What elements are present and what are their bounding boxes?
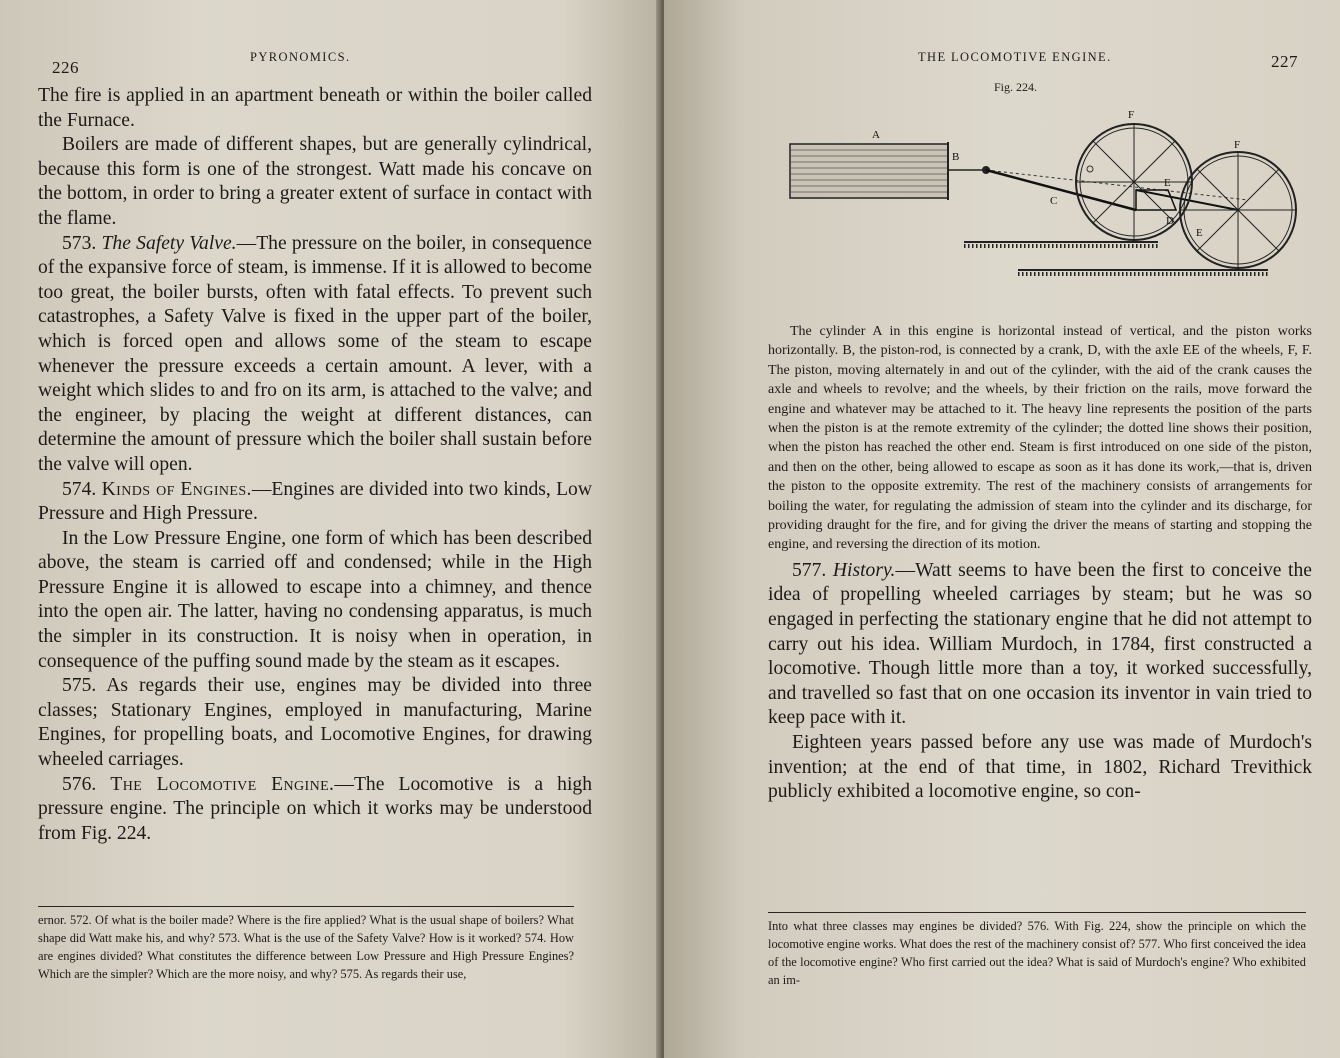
locomotive-diagram bbox=[768, 92, 1308, 312]
paragraph-576 bbox=[38, 773, 592, 847]
page-number: 226 bbox=[52, 58, 79, 77]
paragraph-574 bbox=[38, 478, 592, 527]
label-f2: F bbox=[1234, 139, 1241, 151]
paragraph: The fire is applied in an apartment beneath or within the boiler called the Furnace. bbox=[38, 85, 592, 131]
wheel-rear bbox=[1180, 152, 1296, 268]
left-page bbox=[0, 0, 662, 1058]
figure-caption: Fig. 224. bbox=[994, 80, 1038, 94]
section-number: 576. bbox=[62, 773, 97, 795]
left-page-header bbox=[38, 0, 592, 80]
section-text: —Watt seems to have been the first to conceive the idea of propelling wheeled carriages by steam; but he was so engaged in perfecting the stationary engine that he did not attempt to carry out his idea. William Murdoch, in 1784, first constructed a locomotive. Though little more than a toy, it worked successfully, and travelled so fast that on one occasion its inventor in vain tried to keep pace with it. bbox=[768, 559, 1312, 729]
connecting-rod bbox=[986, 170, 1136, 210]
label-f1: F bbox=[1128, 109, 1135, 121]
section-heading: History. bbox=[832, 559, 896, 581]
paragraph: In the Low Pressure Engine, one form of which has been described above, the steam is carried off and condensed; while in the High Pressure Engine it is allowed to escape into a chimney, and thence into the open air. The latter, having no condensing apparatus, is much the simpler in its construction. It is noisy when in operation, in consequence of the puffing sound made by the steam as it escapes. bbox=[38, 527, 592, 672]
running-title: PYRONOMICS. bbox=[250, 50, 351, 64]
section-text: —The Locomotive is a high pressure engine. The principle on which it works may be understood from Fig. 224. bbox=[38, 773, 592, 844]
label-a: A bbox=[872, 129, 880, 141]
label-e2: E bbox=[1196, 227, 1203, 239]
label-b: B bbox=[952, 151, 960, 163]
rail-lower bbox=[1018, 270, 1268, 274]
paragraph-577 bbox=[768, 559, 1312, 731]
footnote-questions: Into what three classes may engines be divided? 576. With Fig. 224, show the principle on which the locomotive engine works. What does the rest of the machinery consist of? 577. Who first conceived the idea of the locomotive engine? Who first carried out the idea? What is said of Murdoch's engine? Who exhibited an im- bbox=[768, 912, 1306, 989]
label-e1: E bbox=[1164, 177, 1171, 189]
section-heading: Kinds of Engines. bbox=[101, 478, 252, 500]
section-heading: The Locomotive Engine. bbox=[110, 773, 335, 795]
paragraph: Boilers are made of different shapes, but are generally cylindrical, because this form is one of the strongest. Watt made his concave on the bottom, in order to bring a greater extent of surface in contact with the flame. bbox=[38, 134, 592, 229]
paragraph-575: 575. As regards their use, engines may be divided into three classes; Stationary Engines, employed in manufacturing, Marine Engines, for propelling boats, and Locomotive Engines, for drawing wheeled carriages. bbox=[38, 675, 592, 771]
dotted-position-line bbox=[986, 170, 1248, 200]
label-c: C bbox=[1050, 195, 1058, 207]
running-title: THE LOCOMOTIVE ENGINE. bbox=[918, 50, 1112, 64]
rail-upper bbox=[964, 242, 1158, 246]
section-text: —The pressure on the boiler, in consequence of the expansive force of steam, is immense. If it is allowed to become too great, the boiler bursts, often with fatal effects. To prevent such catastrophes, a Safety Valve is fixed in the upper part of the boiler, which is forced open and allows some of the steam to escape whenever the pressure exceeds a certain amount. A lever, with a weight which slides to and fro on its arm, is attached to the valve; and the engineer, by placing the weight at different distances, can determine the amount of pressure which the boiler shall sustain before the valve will open. bbox=[38, 232, 592, 475]
section-text: —Engines are divided into two kinds, Low Pressure and High Pressure. bbox=[38, 478, 592, 525]
page-number: 227 bbox=[1271, 52, 1298, 71]
footnote-questions: ernor. 572. Of what is the boiler made? Where is the fire applied? What is the usual shape of boilers? What shape did Watt make his, and why? 573. What is the use of the Safety Valve? How is it worked? 574. How are engines divided? What constitutes the difference between Low Pressure and High Pressure Engines? Which are the simpler? Which are the more noisy, and why? 575. As regards their use, bbox=[38, 906, 574, 983]
dotted-joint bbox=[1087, 166, 1093, 172]
right-page-header bbox=[768, 0, 1312, 80]
wheel-front bbox=[1076, 124, 1192, 240]
section-number: 573. bbox=[62, 232, 97, 254]
paragraph: Eighteen years passed before any use was made of Murdoch's invention; at the end of that time, in 1802, Richard Trevithick publicly exhibited a locomotive engine, so con- bbox=[768, 732, 1312, 803]
label-d: D bbox=[1166, 215, 1174, 227]
section-heading: The Safety Valve. bbox=[101, 232, 237, 254]
cylinder-shape bbox=[790, 142, 948, 200]
left-page-body bbox=[38, 84, 592, 846]
figure-224 bbox=[768, 72, 1312, 322]
right-page-body bbox=[768, 559, 1312, 805]
figure-description: The cylinder A in this engine is horizontal instead of vertical, and the piston works horizontally. B, the piston-rod, is connected by a crank, D, with the axle EE of the wheels, F, F. The piston, moving alternately in and out of the cylinder, with the aid of the crank causes the axle and wheels to revolve; and the wheels, by their friction on the rails, move forward the engine and whatever may be attached to it. The heavy line represents the position of the parts when the piston is at the remote extremity of the cylinder; the dotted line shows their position, when the piston has reached the other end. Steam is first introduced on one side of the piston, and then on the other, being allowed to escape as soon as it has done its work,—that is, driven the piston to the opposite extremity. The rest of the machinery consists of arrangements for boiling the water, for regulating the admission of steam into the cylinder and its discharge, for providing draught for the fire, and for giving the driver the means of starting and stopping the engine, and reversing the direction of its motion. bbox=[768, 324, 1312, 553]
paragraph-573 bbox=[38, 232, 592, 478]
section-number: 574. bbox=[62, 478, 97, 500]
section-number: 577. bbox=[792, 559, 827, 581]
right-page bbox=[664, 0, 1340, 1058]
